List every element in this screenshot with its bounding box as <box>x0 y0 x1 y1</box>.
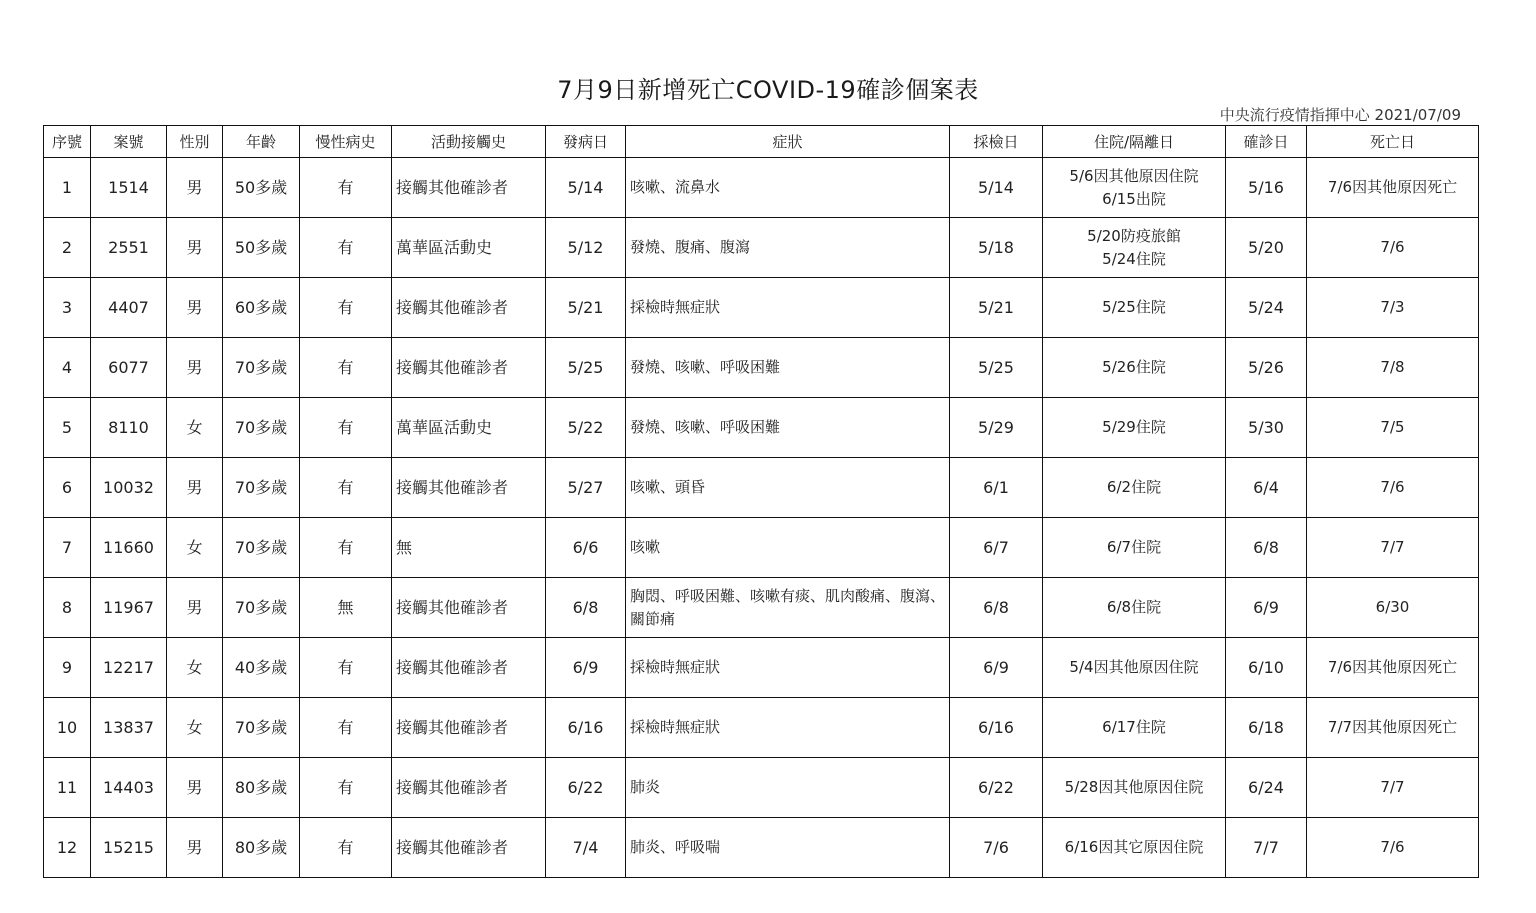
cell-death: 7/6 <box>1307 818 1479 878</box>
table-row <box>44 158 1479 218</box>
cell-death: 7/6 <box>1307 458 1479 518</box>
cell-hospitalization: 5/28因其他原因住院 <box>1043 758 1226 818</box>
cell-activity: 接觸其他確診者 <box>392 758 546 818</box>
cell-seq: 3 <box>44 278 91 338</box>
table-row <box>44 278 1479 338</box>
cell-confirmed: 5/16 <box>1226 158 1307 218</box>
table-row <box>44 698 1479 758</box>
cell-death: 7/7 <box>1307 518 1479 578</box>
cell-seq: 9 <box>44 638 91 698</box>
cell-chronic: 有 <box>300 338 392 398</box>
cell-case-id: 1514 <box>91 158 167 218</box>
cell-chronic: 有 <box>300 278 392 338</box>
cell-seq: 7 <box>44 518 91 578</box>
header-col-sampling: 採檢日 <box>950 126 1043 158</box>
header-col-confirmed: 確診日 <box>1226 126 1307 158</box>
cell-age: 80多歲 <box>223 818 300 878</box>
cell-sampling: 5/25 <box>950 338 1043 398</box>
cell-onset: 5/22 <box>546 398 626 458</box>
cell-onset: 5/12 <box>546 218 626 278</box>
header-row <box>44 126 1479 158</box>
cell-gender: 男 <box>167 158 223 218</box>
cell-gender: 男 <box>167 758 223 818</box>
cell-hospitalization: 6/7住院 <box>1043 518 1226 578</box>
cell-death: 7/5 <box>1307 398 1479 458</box>
cell-hospitalization: 5/4因其他原因住院 <box>1043 638 1226 698</box>
cell-age: 40多歲 <box>223 638 300 698</box>
cell-confirmed: 6/18 <box>1226 698 1307 758</box>
cell-seq: 10 <box>44 698 91 758</box>
header-col-chronic: 慢性病史 <box>300 126 392 158</box>
cell-symptoms: 採檢時無症狀 <box>626 638 950 698</box>
cell-hospitalization: 6/16因其它原因住院 <box>1043 818 1226 878</box>
cell-symptoms: 咳嗽、流鼻水 <box>626 158 950 218</box>
cell-hospitalization: 6/17住院 <box>1043 698 1226 758</box>
cell-activity: 接觸其他確診者 <box>392 578 546 638</box>
cell-chronic: 有 <box>300 698 392 758</box>
cell-symptoms: 肺炎 <box>626 758 950 818</box>
table-row <box>44 218 1479 278</box>
cell-activity: 接觸其他確診者 <box>392 278 546 338</box>
cell-onset: 6/16 <box>546 698 626 758</box>
cell-age: 70多歲 <box>223 458 300 518</box>
cell-case-id: 10032 <box>91 458 167 518</box>
case-table <box>43 125 1479 878</box>
cell-confirmed: 7/7 <box>1226 818 1307 878</box>
cell-gender: 男 <box>167 818 223 878</box>
cell-gender: 女 <box>167 638 223 698</box>
header-col-age: 年齡 <box>223 126 300 158</box>
cell-hospitalization: 6/8住院 <box>1043 578 1226 638</box>
cell-sampling: 6/7 <box>950 518 1043 578</box>
header-col-gender: 性別 <box>167 126 223 158</box>
cell-case-id: 8110 <box>91 398 167 458</box>
header-col-hospitalization: 住院/隔離日 <box>1043 126 1226 158</box>
cell-activity: 萬華區活動史 <box>392 398 546 458</box>
cell-age: 70多歲 <box>223 518 300 578</box>
cell-symptoms: 胸悶、呼吸困難、咳嗽有痰、肌肉酸痛、腹瀉、關節痛 <box>626 578 950 638</box>
table-row <box>44 338 1479 398</box>
cell-confirmed: 5/30 <box>1226 398 1307 458</box>
cell-confirmed: 6/8 <box>1226 518 1307 578</box>
header-col-symptoms: 症狀 <box>626 126 950 158</box>
cell-age: 70多歲 <box>223 578 300 638</box>
cell-chronic: 有 <box>300 158 392 218</box>
cell-onset: 5/14 <box>546 158 626 218</box>
cell-case-id: 6077 <box>91 338 167 398</box>
cell-seq: 6 <box>44 458 91 518</box>
cell-confirmed: 6/9 <box>1226 578 1307 638</box>
cell-onset: 6/22 <box>546 758 626 818</box>
cell-symptoms: 採檢時無症狀 <box>626 278 950 338</box>
table-row <box>44 758 1479 818</box>
cell-gender: 女 <box>167 518 223 578</box>
cell-case-id: 11660 <box>91 518 167 578</box>
table-row <box>44 518 1479 578</box>
header-col-onset: 發病日 <box>546 126 626 158</box>
cell-activity: 接觸其他確診者 <box>392 698 546 758</box>
cell-confirmed: 6/4 <box>1226 458 1307 518</box>
cell-sampling: 6/8 <box>950 578 1043 638</box>
cell-case-id: 12217 <box>91 638 167 698</box>
cell-symptoms: 咳嗽 <box>626 518 950 578</box>
cell-sampling: 6/1 <box>950 458 1043 518</box>
cell-death: 7/8 <box>1307 338 1479 398</box>
cell-case-id: 11967 <box>91 578 167 638</box>
cell-symptoms: 採檢時無症狀 <box>626 698 950 758</box>
cell-case-id: 14403 <box>91 758 167 818</box>
cell-sampling: 6/16 <box>950 698 1043 758</box>
cell-confirmed: 6/24 <box>1226 758 1307 818</box>
cell-hospitalization: 5/6因其他原因住院 6/15出院 <box>1043 158 1226 218</box>
cell-onset: 6/9 <box>546 638 626 698</box>
cell-gender: 女 <box>167 698 223 758</box>
cell-activity: 接觸其他確診者 <box>392 818 546 878</box>
cell-activity: 接觸其他確診者 <box>392 638 546 698</box>
cell-gender: 男 <box>167 578 223 638</box>
cell-gender: 男 <box>167 338 223 398</box>
cell-symptoms: 發燒、腹痛、腹瀉 <box>626 218 950 278</box>
cell-onset: 6/8 <box>546 578 626 638</box>
table-row <box>44 578 1479 638</box>
cell-hospitalization: 6/2住院 <box>1043 458 1226 518</box>
cell-symptoms: 發燒、咳嗽、呼吸困難 <box>626 398 950 458</box>
header-col-activity: 活動接觸史 <box>392 126 546 158</box>
cell-death: 6/30 <box>1307 578 1479 638</box>
cell-chronic: 有 <box>300 638 392 698</box>
cell-death: 7/3 <box>1307 278 1479 338</box>
cell-seq: 1 <box>44 158 91 218</box>
cell-activity: 無 <box>392 518 546 578</box>
table-row <box>44 398 1479 458</box>
cell-death: 7/6因其他原因死亡 <box>1307 158 1479 218</box>
cell-onset: 5/21 <box>546 278 626 338</box>
cell-case-id: 4407 <box>91 278 167 338</box>
cell-seq: 11 <box>44 758 91 818</box>
cell-age: 60多歲 <box>223 278 300 338</box>
cell-chronic: 有 <box>300 458 392 518</box>
cell-onset: 5/25 <box>546 338 626 398</box>
cell-symptoms: 咳嗽、頭昏 <box>626 458 950 518</box>
cell-seq: 12 <box>44 818 91 878</box>
cell-sampling: 7/6 <box>950 818 1043 878</box>
cell-sampling: 5/18 <box>950 218 1043 278</box>
cell-case-id: 2551 <box>91 218 167 278</box>
source-date: 中央流行疫情指揮中心 2021/07/09 <box>1219 106 1461 124</box>
cell-seq: 8 <box>44 578 91 638</box>
cell-age: 70多歲 <box>223 338 300 398</box>
cell-case-id: 15215 <box>91 818 167 878</box>
cell-death: 7/6因其他原因死亡 <box>1307 638 1479 698</box>
cell-gender: 男 <box>167 278 223 338</box>
cell-gender: 男 <box>167 218 223 278</box>
table-row <box>44 818 1479 878</box>
cell-sampling: 5/21 <box>950 278 1043 338</box>
cell-gender: 女 <box>167 398 223 458</box>
cell-confirmed: 5/26 <box>1226 338 1307 398</box>
cell-activity: 接觸其他確診者 <box>392 158 546 218</box>
cell-seq: 2 <box>44 218 91 278</box>
header-col-seq: 序號 <box>44 126 91 158</box>
cell-case-id: 13837 <box>91 698 167 758</box>
table-body <box>44 158 1479 878</box>
table-row <box>44 458 1479 518</box>
page-title: 7月9日新增死亡COVID-19確診個案表 <box>557 76 979 104</box>
cell-seq: 4 <box>44 338 91 398</box>
cell-sampling: 6/22 <box>950 758 1043 818</box>
cell-hospitalization: 5/20防疫旅館 5/24住院 <box>1043 218 1226 278</box>
cell-chronic: 有 <box>300 518 392 578</box>
cell-death: 7/7因其他原因死亡 <box>1307 698 1479 758</box>
cell-confirmed: 5/24 <box>1226 278 1307 338</box>
cell-activity: 接觸其他確診者 <box>392 458 546 518</box>
cell-symptoms: 肺炎、呼吸喘 <box>626 818 950 878</box>
header-col-case-id: 案號 <box>91 126 167 158</box>
table-row <box>44 638 1479 698</box>
cell-onset: 6/6 <box>546 518 626 578</box>
cell-confirmed: 6/10 <box>1226 638 1307 698</box>
cell-sampling: 5/14 <box>950 158 1043 218</box>
cell-chronic: 有 <box>300 758 392 818</box>
cell-gender: 男 <box>167 458 223 518</box>
cell-age: 50多歲 <box>223 218 300 278</box>
cell-hospitalization: 5/25住院 <box>1043 278 1226 338</box>
cell-onset: 7/4 <box>546 818 626 878</box>
cell-age: 70多歲 <box>223 698 300 758</box>
cell-chronic: 有 <box>300 218 392 278</box>
cell-seq: 5 <box>44 398 91 458</box>
header-col-death: 死亡日 <box>1307 126 1479 158</box>
cell-activity: 接觸其他確診者 <box>392 338 546 398</box>
cell-sampling: 6/9 <box>950 638 1043 698</box>
cell-death: 7/7 <box>1307 758 1479 818</box>
cell-chronic: 無 <box>300 578 392 638</box>
cell-onset: 5/27 <box>546 458 626 518</box>
cell-death: 7/6 <box>1307 218 1479 278</box>
cell-age: 50多歲 <box>223 158 300 218</box>
cell-chronic: 有 <box>300 818 392 878</box>
cell-chronic: 有 <box>300 398 392 458</box>
cell-age: 70多歲 <box>223 398 300 458</box>
cell-confirmed: 5/20 <box>1226 218 1307 278</box>
cell-activity: 萬華區活動史 <box>392 218 546 278</box>
cell-symptoms: 發燒、咳嗽、呼吸困難 <box>626 338 950 398</box>
cell-sampling: 5/29 <box>950 398 1043 458</box>
cell-hospitalization: 5/29住院 <box>1043 398 1226 458</box>
cell-hospitalization: 5/26住院 <box>1043 338 1226 398</box>
cell-age: 80多歲 <box>223 758 300 818</box>
